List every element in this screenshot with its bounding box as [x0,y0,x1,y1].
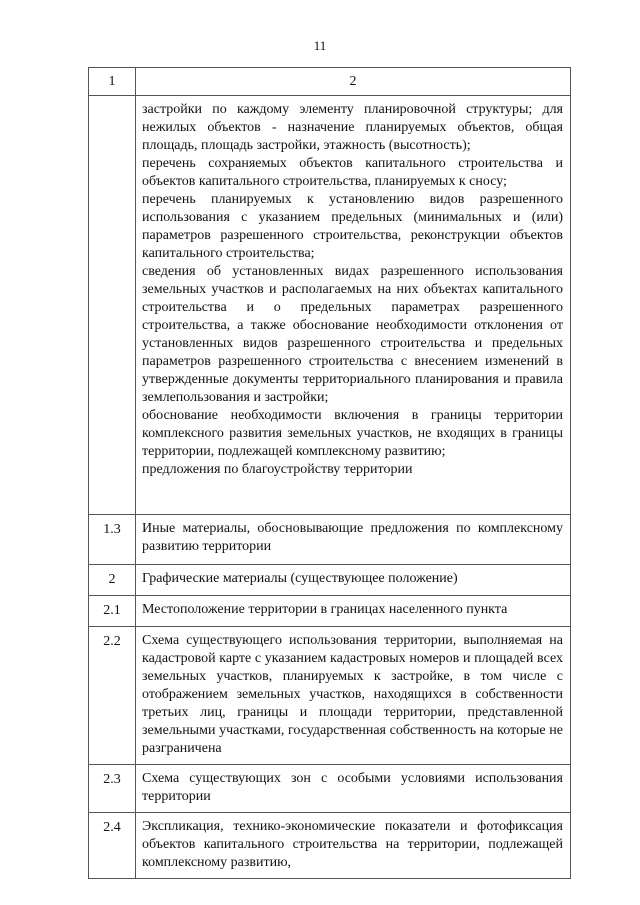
row-text: Экспликация, технико-экономические показатели и фотофиксация объектов капитального строительства на территории, подлежащей комплексному развитию, [136,813,571,879]
header-col-1: 1 [89,68,136,96]
table-row [89,565,571,596]
row-text: Графические материалы (существующее положение) [136,565,571,596]
table-row [89,96,571,515]
paragraph: предложения по благоустройству территории [142,462,413,477]
row-text: Схема существующего использования территории, выполняемая на кадастровой карте с указанием кадастровых номеров и площадей всех земельных участков, планируемых к застройке, в том числе с отображением земельных участков, находящихся в собственности третьих лиц, границы и площади территории, представленной земельными участками, государственная собственность на которые не разграничена [136,627,571,765]
paragraph: застройки по каждому элементу планировочной структуры; для нежилых объектов - назначение планируемых объектов, общая площадь, площадь застройки, этажность (высотность); [142,102,563,153]
page-number: 11 [313,38,327,53]
document-table [88,67,571,879]
row-text: Местоположение территории в границах населенного пункта [136,596,571,627]
row-text: Схема существующих зон с особыми условиями использования территории [136,765,571,813]
table-row [89,765,571,813]
table-row [89,596,571,627]
paragraph: обоснование необходимости включения в границы территории комплексного развития земельных участков, не входящих в границы территории, подлежащей комплексному развитию; [142,408,563,459]
row-number: 2.3 [89,765,136,813]
paragraph: перечень планируемых к установлению видов разрешенного использования с указанием предельных (минимальных и (или) параметров разрешенного строительства, реконструкции объектов капитального строительства; [142,192,563,261]
header-col-2: 2 [136,68,571,96]
paragraph: сведения об установленных видах разрешенного использования земельных участков и располагаемых на них объектах капитального строительства и о предельных параметрах разрешенного строительства, а также обоснование необходимости отклонения от установленных видов разрешенного строительства и предельных параметров разрешенного строительства с внесением изменений в утвержденные документы территориального планирования и правила землепользования и застройки; [142,264,563,405]
row-number: 1.3 [89,515,136,565]
row-number [89,96,136,515]
row-number: 2.2 [89,627,136,765]
row-text: Иные материалы, обосновывающие предложения по комплексному развитию территории [136,515,571,565]
row-number: 2.4 [89,813,136,879]
row-text [136,96,571,515]
row-number: 2 [89,565,136,596]
table-row [89,813,571,879]
table-row [89,627,571,765]
paragraph: перечень сохраняемых объектов капитального строительства и объектов капитального строительства, планируемых к сносу; [142,156,563,189]
table-header-row [89,68,571,96]
table-row [89,515,571,565]
row-number: 2.1 [89,596,136,627]
